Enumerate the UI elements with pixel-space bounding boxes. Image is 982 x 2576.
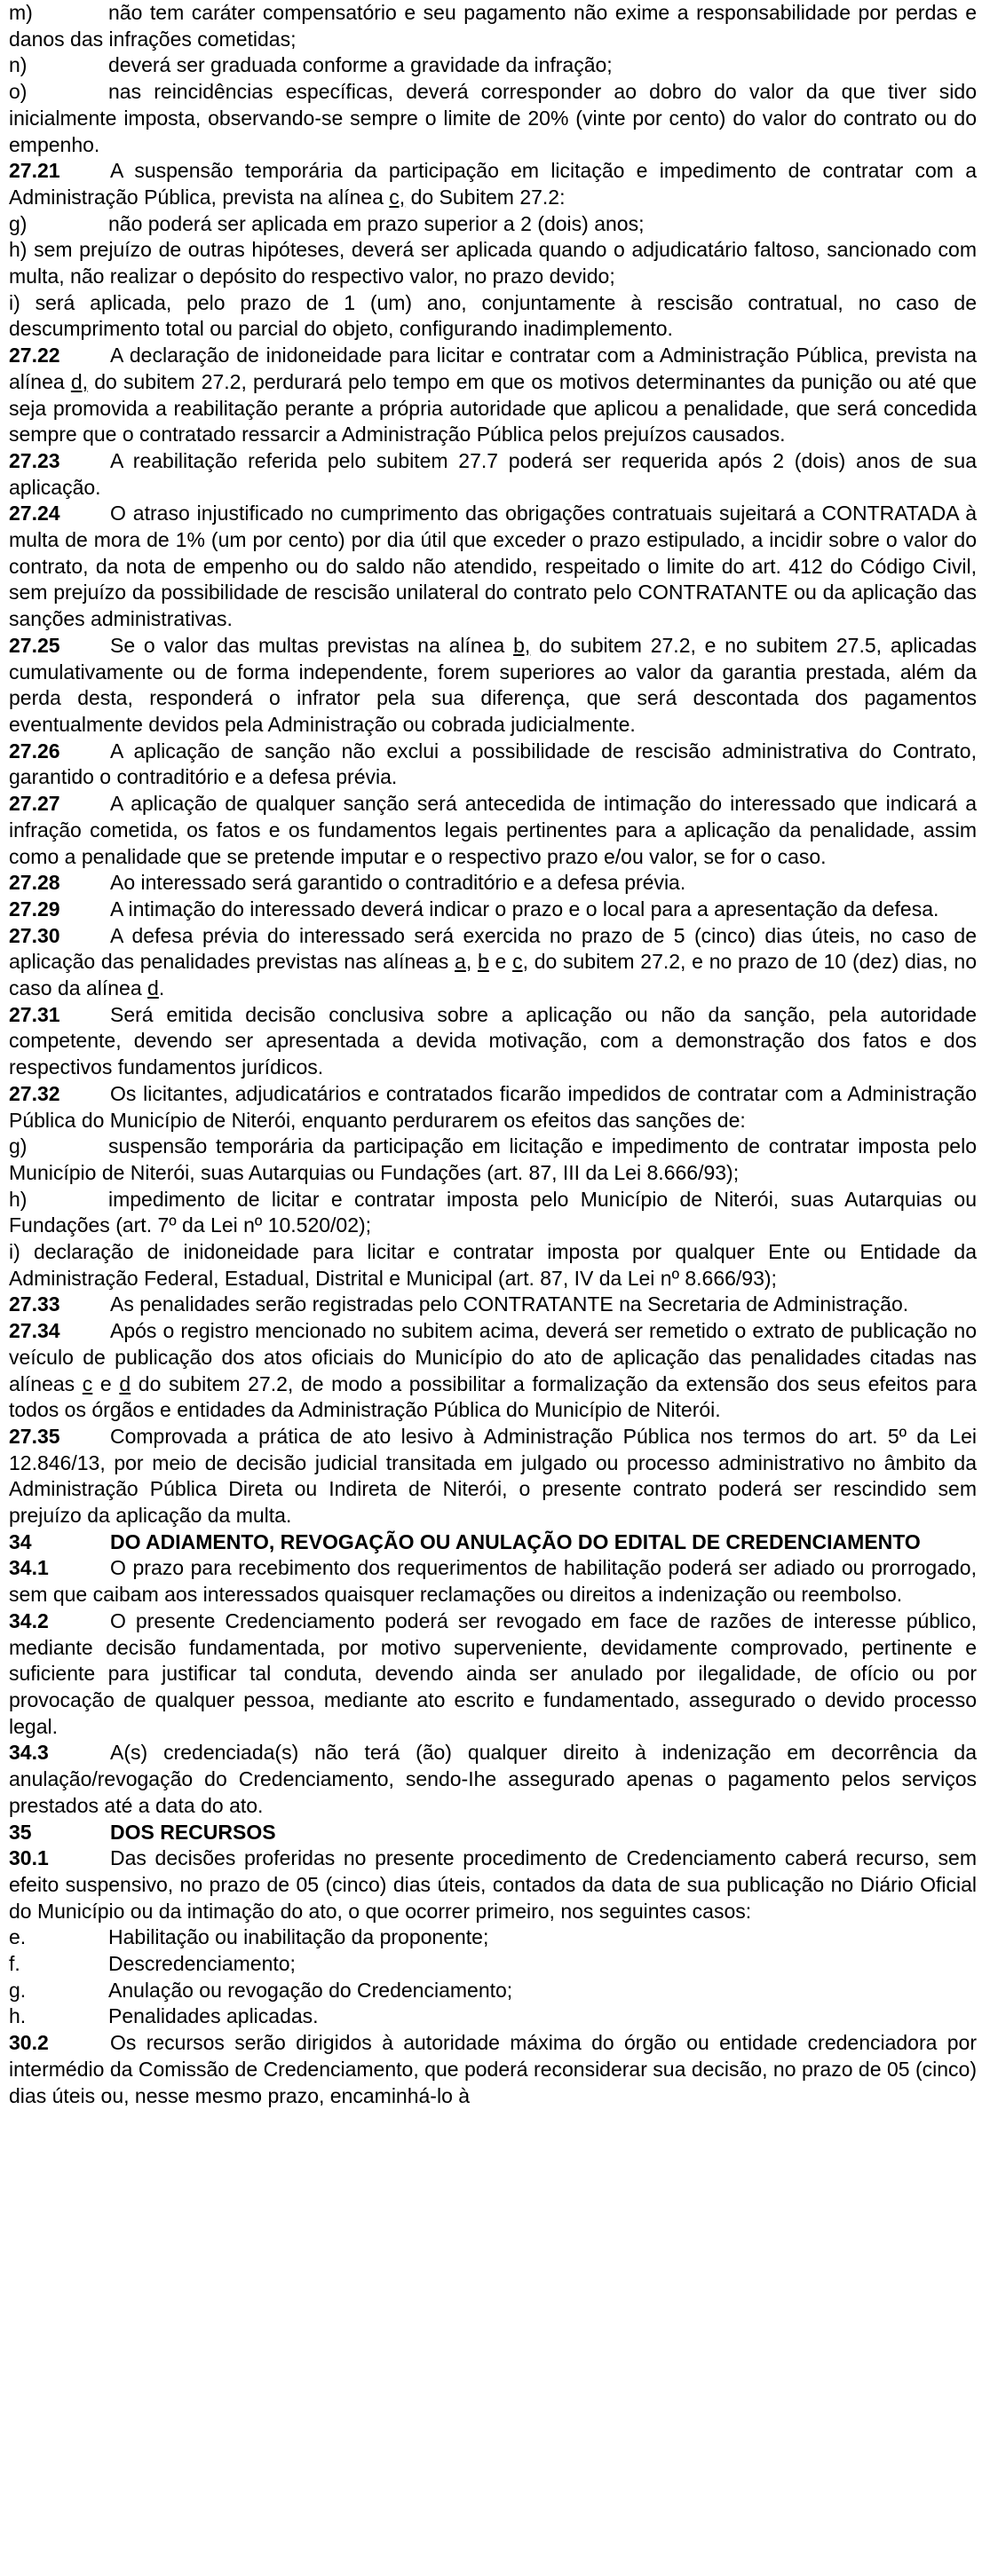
paragraph — [9, 739, 977, 791]
paragraph — [9, 290, 977, 343]
item-label: 34 — [9, 1529, 32, 1553]
item-label: 27.26 — [9, 739, 60, 763]
paragraph — [9, 158, 977, 210]
paragraph — [9, 343, 977, 448]
paragraph-text: não poderá ser aplicada em prazo superior a 2 (dois) anos; — [108, 211, 645, 235]
item-label: 27.22 — [9, 344, 60, 367]
paragraph — [9, 1424, 977, 1529]
underlined-text: b — [477, 950, 489, 974]
item-label: 27.35 — [9, 1424, 60, 1448]
paragraph-text: Após o registro mencionado no subitem acima, deverá ser remetido o extrato de publicação no veículo de publicação dos atos oficiais do Município do ato de aplicação das penalidades citadas nas alíneas — [9, 1319, 977, 1395]
paragraph — [9, 237, 977, 289]
paragraph-text: O atraso injustificado no cumprimento das obrigações contratuais sujeitará a CONTRATADA à multa de mora de 1% (um por cento) por dia útil que exceder o prazo estipulado, a incidir sobre o valor do contrato, da nota de empenho ou do saldo não atendido, respeitado o limite do art. 412 do Código Civil, sem prejuízo da possibilidade de rescisão unilateral do contrato pelo CONTRATANTE ou da aplicação das sanções administrativas. — [9, 502, 977, 631]
paragraph — [9, 1608, 977, 1741]
paragraph — [9, 211, 977, 238]
paragraph — [9, 1978, 977, 2004]
paragraph — [9, 923, 977, 1002]
paragraph-text: suspensão temporária da participação em licitação e impedimento de contratar imposta pelo Município de Niterói, suas Autarquias ou Fundações (art. 87, III da Lei 8.666/93); — [9, 1134, 977, 1184]
paragraph — [9, 52, 977, 79]
item-label: 27.24 — [9, 502, 60, 525]
paragraph-text: , do subitem 27.2, e no prazo de 10 (dez) dias, no caso da alínea — [9, 950, 978, 1000]
item-label: 27.25 — [9, 633, 60, 657]
section-heading — [9, 1529, 977, 1556]
underlined-text: b, — [513, 633, 531, 657]
item-label: 30.1 — [9, 1846, 49, 1870]
paragraph-text: não tem caráter compensatório e seu pagamento não exime a responsabilidade por perdas e danos das infrações cometidas; — [9, 1, 977, 51]
paragraph-text: h) sem prejuízo de outras hipóteses, deverá ser aplicada quando o adjudicatário faltoso, sancionado com multa, não realizar o depósito do respectivo valor, no prazo devido; — [9, 238, 977, 288]
paragraph-text: A aplicação de sanção não exclui a possibilidade de rescisão administrativa do Contrato, garantido o contraditório e a defesa prévia. — [9, 739, 977, 789]
paragraph-text: i) declaração de inidoneidade para licitar e contratar imposta por qualquer Ente ou Entidade da Administração Federal, Estadual, Distrital e Municipal (art. 87, IV da Lei nº 8.666/93); — [9, 1240, 977, 1290]
paragraph — [9, 2030, 977, 2109]
paragraph-text: Penalidades aplicadas. — [108, 2004, 319, 2028]
paragraph-text: O prazo para recebimento dos requerimentos de habilitação poderá ser adiado ou prorrogado, sem que caibam aos interessados quaisquer reclamações ou direitos a indenização ou reembolso. — [9, 1556, 977, 1607]
item-label: o) — [9, 80, 28, 104]
paragraph — [9, 897, 977, 923]
item-label: h) — [9, 1187, 28, 1211]
paragraph — [9, 1318, 977, 1424]
paragraph-text: nas reincidências específicas, deverá corresponder ao dobro do valor da que tiver sido inicialmente imposta, observando-se sempre o limite de 20% (vinte por cento) do valor do contrato ou do empenho. — [9, 80, 977, 156]
paragraph-text: i) será aplicada, pelo prazo de 1 (um) ano, conjuntamente à rescisão contratual, no caso de descumprimento total ou parcial do objeto, configurando inadimplemento. — [9, 290, 977, 341]
paragraph-text: DO ADIAMENTO, REVOGAÇÃO OU ANULAÇÃO DO EDITAL DE CREDENCIAMENTO — [110, 1529, 921, 1553]
item-label: 35 — [9, 1820, 32, 1844]
underlined-text: c — [82, 1371, 93, 1395]
underlined-text: d — [119, 1371, 131, 1395]
paragraph-text: deverá ser graduada conforme a gravidade da infração; — [108, 53, 613, 77]
paragraph-text: do subitem 27.2, e no subitem 27.5, aplicadas cumulativamente ou de forma independente, forem superiores ao valor da garantia prestada, além da perda desta, responderá o infrator pela sua diferença, que será descontada dos pagamentos eventualmente devidos pela Administração ou cobrada judicialmente. — [9, 633, 977, 736]
paragraph — [9, 1239, 977, 1292]
item-label: g) — [9, 1134, 28, 1158]
item-label: g) — [9, 211, 28, 235]
item-label: 27.23 — [9, 448, 60, 472]
item-label: 27.33 — [9, 1292, 60, 1316]
item-label: n) — [9, 53, 28, 77]
paragraph — [9, 0, 977, 52]
paragraph — [9, 1292, 977, 1318]
paragraph-text: DOS RECURSOS — [110, 1820, 276, 1844]
paragraph — [9, 2003, 977, 2030]
paragraph — [9, 1002, 977, 1081]
item-label: h. — [9, 2004, 27, 2028]
paragraph — [9, 870, 977, 897]
underlined-text: c, — [389, 185, 406, 209]
underlined-text: c — [512, 950, 523, 974]
item-label: 30.2 — [9, 2031, 49, 2055]
paragraph — [9, 1134, 977, 1186]
item-label: 27.27 — [9, 792, 60, 816]
paragraph — [9, 791, 977, 870]
underlined-text: a — [455, 950, 466, 974]
paragraph-text: do Subitem 27.2: — [405, 185, 566, 209]
paragraph — [9, 1081, 977, 1134]
paragraph-text: A reabilitação referida pelo subitem 27.7 poderá ser requerida após 2 (dois) anos de sua aplicação. — [9, 448, 977, 499]
item-label: 27.31 — [9, 1002, 60, 1026]
item-label: 34.3 — [9, 1741, 49, 1765]
paragraph — [9, 633, 977, 739]
underlined-text: d, — [70, 369, 89, 393]
section-heading — [9, 1820, 977, 1846]
item-label: 34.2 — [9, 1608, 49, 1632]
paragraph-text: Habilitação ou inabilitação da proponente; — [108, 1925, 489, 1949]
paragraph-text: As penalidades serão registradas pelo CONTRATANTE na Secretaria de Administração. — [110, 1292, 909, 1316]
item-label: g. — [9, 1978, 27, 2002]
item-label: 27.28 — [9, 871, 60, 895]
item-label: f. — [9, 1952, 20, 1976]
paragraph-text: Será emitida decisão conclusiva sobre a aplicação ou não da sanção, pela autoridade competente, devendo ser apresentada a devida motivação, com a demonstração dos fatos e dos respectivos fundamentos jurídicos. — [9, 1002, 977, 1079]
paragraph-text: do subitem 27.2, perdurará pelo tempo em que os motivos determinantes da punição ou até que seja promovida a reabilitação perante a própria autoridade que aplicou a penalidade, que será concedida sempre que o contratado ressarcir a Administração Pública pelos prejuízos causados. — [9, 369, 978, 446]
paragraph-text: Os recursos serão dirigidos à autoridade máxima do órgão ou entidade credenciadora por intermédio da Comissão de Credenciamento, que poderá reconsiderar sua decisão, no prazo de 05 (cinco) dias úteis ou, nesse mesmo prazo, encaminhá-lo à — [9, 2031, 977, 2107]
paragraph-text: impedimento de licitar e contratar imposta pelo Município de Niterói, suas Autarquias ou Fundações (art. 7º da Lei nº 10.520/02); — [9, 1187, 977, 1237]
paragraph-text: A suspensão temporária da participação em licitação e impedimento de contratar com a Administração Pública, prevista na alínea — [9, 159, 977, 209]
item-label: 34.1 — [9, 1556, 49, 1580]
paragraph-text: Das decisões proferidas no presente procedimento de Credenciamento caberá recurso, sem efeito suspensivo, no prazo de 05 (cinco) dias úteis, contados da data de sua publicação no Diário Oficial do Município ou da intimação do ato, o que ocorrer primeiro, nos seguintes casos: — [9, 1846, 977, 1923]
paragraph — [9, 1924, 977, 1951]
paragraph-text: . — [158, 976, 165, 1000]
paragraph-text: Se o valor das multas previstas na alínea — [110, 633, 514, 657]
paragraph-text: e — [92, 1371, 120, 1395]
paragraph-text: Os licitantes, adjudicatários e contratados ficarão impedidos de contratar com a Administração Pública do Município de Niterói, enquanto perdurarem os efeitos das sanções de: — [9, 1081, 977, 1132]
paragraph — [9, 448, 977, 501]
underlined-text: d — [147, 976, 159, 1000]
paragraph-text: A intimação do interessado deverá indicar o prazo e o local para a apresentação da defesa. — [110, 897, 939, 921]
item-label: 27.32 — [9, 1081, 60, 1105]
paragraph-text: e — [488, 950, 513, 974]
item-label: 27.29 — [9, 897, 60, 921]
paragraph-text: do subitem 27.2, de modo a possibilitar a formalização da extensão dos seus efeitos para todos os órgãos e entidades da Administração Pública do Município de Niterói. — [9, 1371, 977, 1422]
item-label: 27.21 — [9, 159, 60, 183]
paragraph — [9, 501, 977, 633]
item-label: e. — [9, 1925, 27, 1949]
paragraph-text: A(s) credenciada(s) não terá (ão) qualquer direito à indenização em decorrência da anulação/revogação do Credenciamento, sendo-Ihe assegurado apenas o pagamento pelos serviços prestados até a data do ato. — [9, 1741, 977, 1817]
paragraph — [9, 1187, 977, 1239]
paragraph — [9, 1951, 977, 1978]
paragraph-text: Descredenciamento; — [108, 1952, 296, 1976]
paragraph — [9, 1740, 977, 1819]
item-label: m) — [9, 1, 33, 24]
document-page — [9, 0, 977, 2109]
item-label: 27.30 — [9, 923, 60, 947]
paragraph — [9, 79, 977, 158]
paragraph-text: A declaração de inidoneidade para licitar e contratar com a Administração Pública, prevista na alínea — [9, 344, 977, 393]
paragraph-text: O presente Credenciamento poderá ser revogado em face de razões de interesse público, mediante decisão fundamentada, por motivo superveniente, devidamente comprovado, pertinente e suficiente para justificar tal conduta, devendo ainda ser anulado por ilegalidade, de ofício ou por provocação de qualquer pessoa, mediante ato escrito e fundamentado, assegurado o devido processo legal. — [9, 1608, 977, 1738]
paragraph-text: Ao interessado será garantido o contraditório e a defesa prévia. — [110, 871, 686, 895]
paragraph — [9, 1555, 977, 1608]
item-label: 27.34 — [9, 1319, 60, 1343]
paragraph-text: Comprovada a prática de ato lesivo à Administração Pública nos termos do art. 5º da Lei 12.846/13, por meio de decisão judicial transitada em julgado ou processo administrativo no âmbito da Administração Pública Direta ou Indireta de Niterói, o presente contrato poderá ser rescindido sem prejuízo da aplicação da multa. — [9, 1424, 977, 1528]
paragraph-text: , — [465, 950, 478, 974]
paragraph-text: Anulação ou revogação do Credenciamento; — [108, 1978, 513, 2002]
paragraph-text: A aplicação de qualquer sanção será antecedida de intimação do interessado que indicará a infração cometida, os fatos e os fundamentos legais pertinentes para a aplicação da penalidade, assim como a penalidade que se pretende imputar e o respectivo prazo e/ou valor, se for o caso. — [9, 792, 977, 868]
paragraph-text: A defesa prévia do interessado será exercida no prazo de 5 (cinco) dias úteis, no caso de aplicação das penalidades previstas nas alíneas — [9, 923, 977, 974]
paragraph — [9, 1845, 977, 1924]
